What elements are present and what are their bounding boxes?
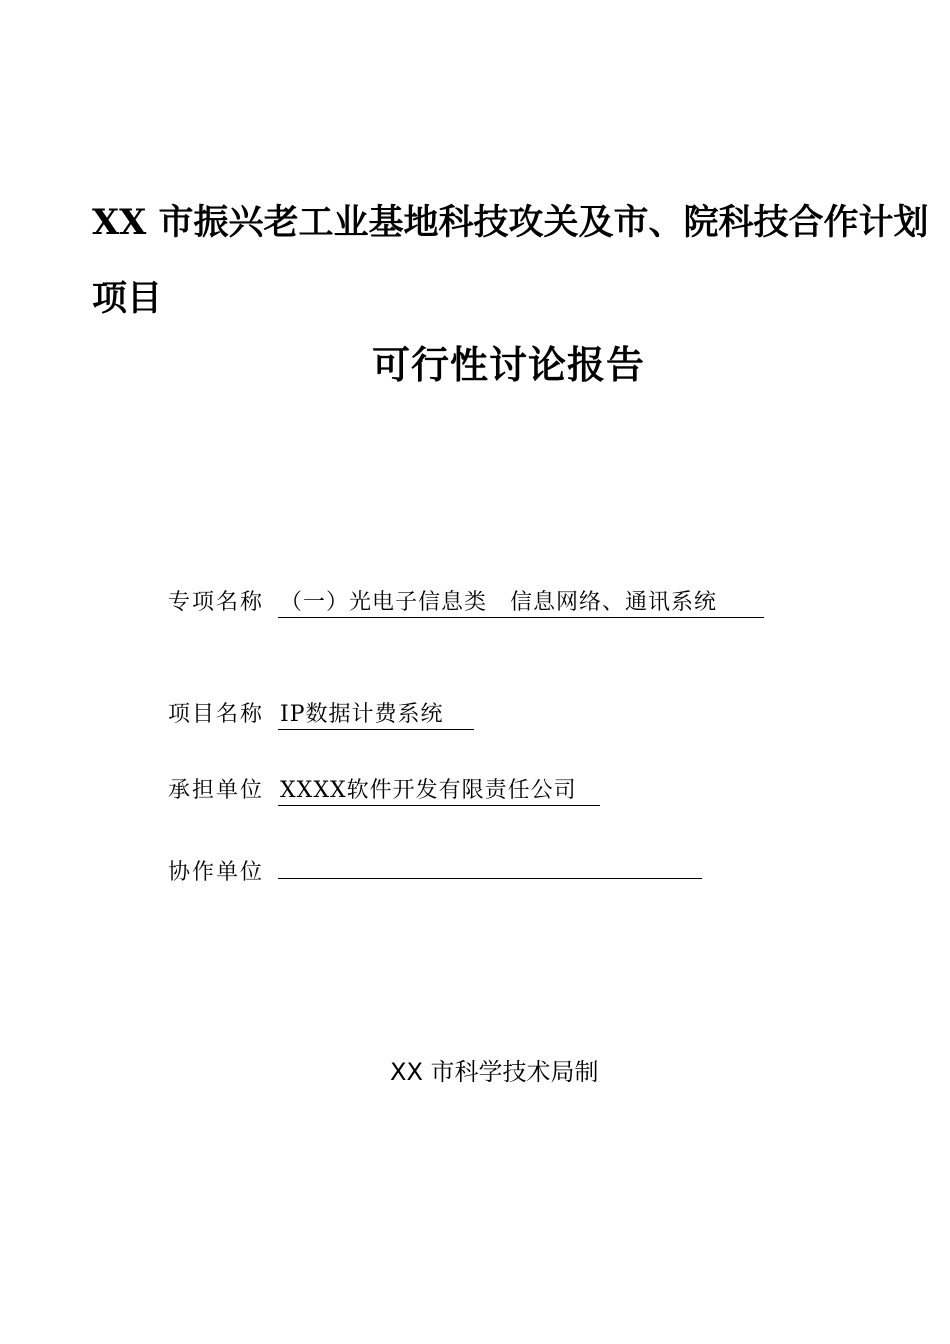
field-row-coop xyxy=(168,852,702,889)
issuer-footer: XX 市科学技术局制 xyxy=(390,1058,599,1086)
document-title-line2: 项目 xyxy=(92,278,163,319)
project-label: 项目名称 xyxy=(168,702,265,727)
field-row-project xyxy=(168,699,474,731)
project-value: IP数据计费系统 xyxy=(278,701,474,730)
special-value: （一）光电子信息类 信息网络、通讯系统 xyxy=(278,589,764,618)
field-row-special xyxy=(168,587,764,619)
coop-value-blank xyxy=(278,852,702,879)
unit-value: XXXX软件开发有限责任公司 xyxy=(278,777,600,806)
coop-label: 协作单位 xyxy=(168,860,265,885)
field-row-unit xyxy=(168,775,600,807)
document-title-line1: XX 市振兴老工业基地科技攻关及市、院科技合作计划 xyxy=(92,202,929,243)
special-label: 专项名称 xyxy=(168,590,265,615)
unit-label: 承担单位 xyxy=(168,778,265,803)
document-subtitle: 可行性讨论报告 xyxy=(372,342,646,387)
